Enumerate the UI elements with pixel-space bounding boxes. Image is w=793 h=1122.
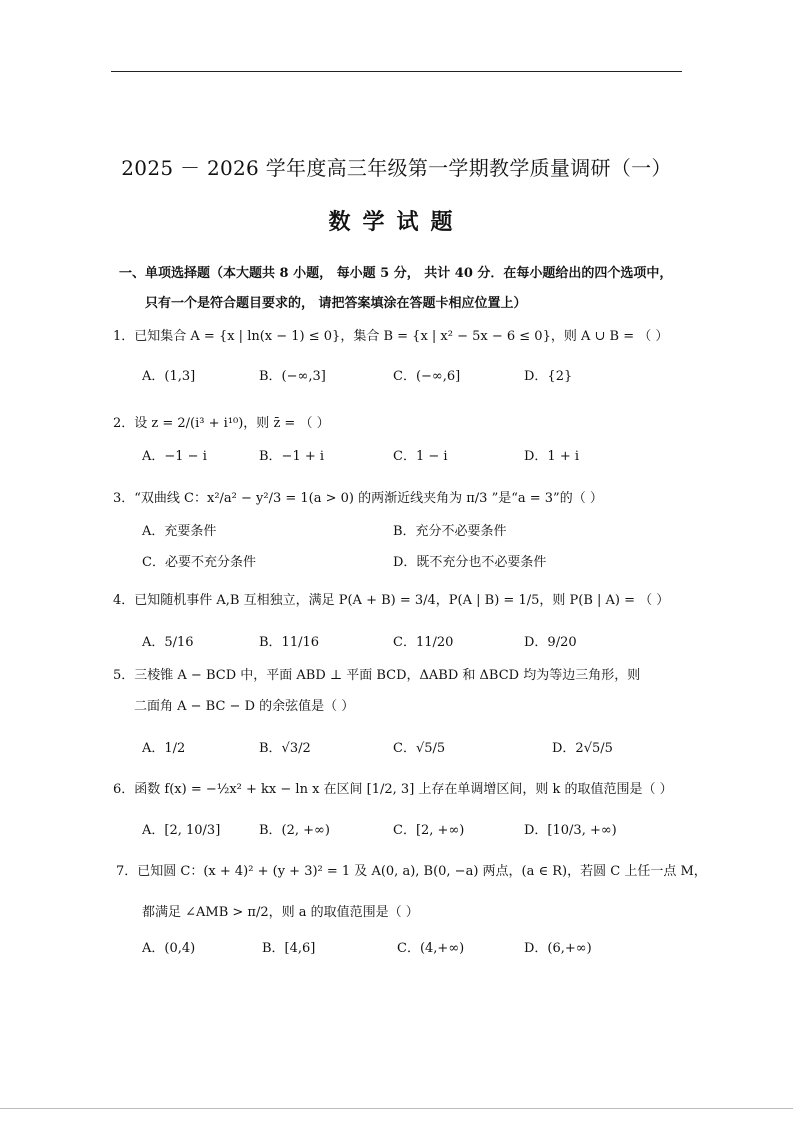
section-heading-line1: 一、单项选择题（本大题共 8 小题， 每小题 5 分， 共计 40 分．在每小题给出的四个选项中，	[119, 266, 673, 281]
section-heading-line2: 只有一个是符合题目要求的， 请把答案填涂在答题卡相应位置上）	[145, 296, 527, 311]
question-1-option-d: D．{2}	[524, 369, 573, 384]
question-5-stem-line2: 二面角 A − BC − D 的余弦值是（ ）	[134, 699, 355, 714]
question-2-option-c: C．1 − i	[393, 449, 448, 464]
question-2-stem: 2．设 z = 2/(i³ + i¹⁰)，则 z̄ = （ ）	[113, 416, 330, 431]
exam-title: 2025 － 2026 学年度高三年级第一学期教学质量调研（一）	[121, 156, 672, 180]
question-6-stem: 6．函数 f(x) = −½x² + kx − ln x 在区间 [1/2, 3] 上存在单调增区间，则 k 的取值范围是（ ）	[113, 782, 673, 797]
question-5-stem: 5．三棱锥 A − BCD 中，平面 ABD ⊥ 平面 BCD，ΔABD 和 ΔBCD 均为等边三角形，则	[113, 668, 641, 683]
question-1-stem: 1．已知集合 A = {x | ln(x − 1) ≤ 0}，集合 B = {x | x² − 5x − 6 ≤ 0}，则 A ∪ B = （ ）	[113, 329, 669, 344]
question-1-option-b: B．(−∞,3]	[259, 369, 326, 384]
question-3-option-a: A．充要条件	[142, 524, 217, 539]
question-2-option-d: D．1 + i	[524, 449, 580, 464]
question-4-option-a: A．5/16	[142, 635, 194, 650]
question-1-option-c: C．(−∞,6]	[393, 369, 461, 384]
question-4-option-d: D．9/20	[524, 635, 577, 650]
question-3-option-b: B．充分不必要条件	[393, 524, 507, 539]
question-6-option-b: B．(2, +∞)	[259, 823, 330, 838]
question-7-option-b: B．[4,6]	[262, 941, 316, 956]
question-2-option-b: B．−1 + i	[259, 449, 325, 464]
question-6-option-c: C．[2, +∞)	[393, 823, 465, 838]
question-4-stem: 4．已知随机事件 A,B 互相独立，满足 P(A + B) = 3/4，P(A | B) = 1/5，则 P(B | A) = （ ）	[113, 593, 670, 608]
question-4-option-b: B．11/16	[259, 635, 320, 650]
subject-title: 数学试题	[328, 209, 465, 235]
page-bottom-border	[0, 1108, 793, 1109]
question-1-option-a: A．(1,3]	[142, 369, 196, 384]
question-7-option-c: C．(4,+∞)	[397, 941, 465, 956]
question-2-option-a: A．−1 − i	[142, 449, 207, 464]
question-5-option-b: B．√3/2	[259, 741, 311, 756]
question-3-stem: 3．“双曲线 C：x²/a² − y²/3 = 1(a > 0) 的两渐近线夹角为 π/3 ”是“a = 3”的（ ）	[113, 491, 603, 506]
question-3-option-d: D．既不充分也不必要条件	[393, 555, 547, 570]
question-5-option-c: C．√5/5	[393, 741, 446, 756]
question-4-option-c: C．11/20	[393, 635, 454, 650]
question-3-option-c: C．必要不充分条件	[142, 555, 256, 570]
question-5-option-d: D．2√5/5	[552, 741, 613, 756]
question-7-stem: 7．已知圆 C：(x + 4)² + (y + 3)² = 1 及 A(0, a), B(0, −a) 两点，(a ∈ R)，若圆 C 上任一点 M，	[116, 864, 707, 879]
question-6-option-a: A．[2, 10/3]	[142, 823, 221, 838]
question-5-option-a: A．1/2	[142, 741, 186, 756]
header-rule	[111, 71, 682, 72]
question-6-option-d: D．[10/3, +∞)	[524, 823, 617, 838]
question-7-stem-line2: 都满足 ∠AMB > π/2，则 a 的取值范围是（ ）	[142, 905, 419, 920]
question-7-option-d: D．(6,+∞)	[524, 941, 592, 956]
question-7-option-a: A．(0,4)	[142, 941, 196, 956]
